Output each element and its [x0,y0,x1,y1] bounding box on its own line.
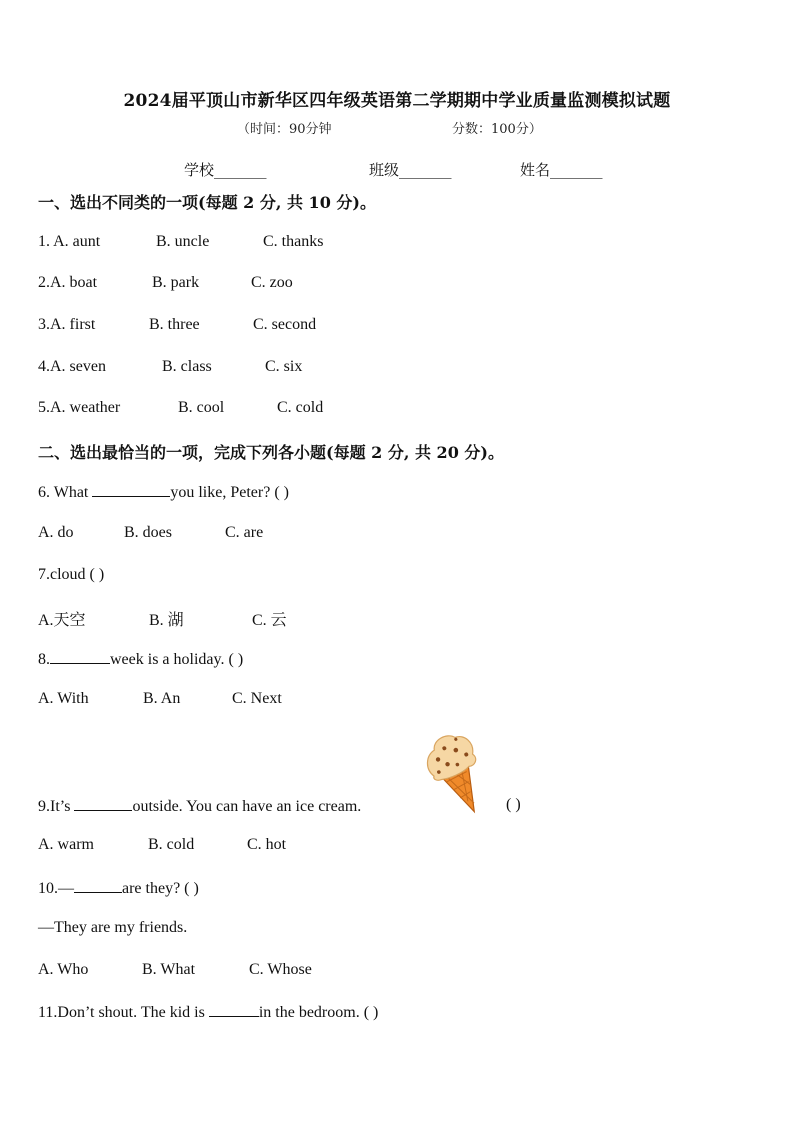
question-stem-end: in the bedroom. ( ) [258,1004,379,1021]
answer-blank[interactable] [209,1002,259,1017]
question-10 [38,878,199,898]
answer-blank[interactable] [74,878,122,893]
exam-time: （时间：90分钟 [237,122,332,137]
option-c[interactable]: C. 云 [252,612,287,629]
option-b[interactable]: B. What [142,961,196,978]
option-c[interactable]: C. zoo [251,274,293,291]
question-4 [38,358,106,376]
question-stem: 9.It’s [38,798,75,815]
answer-blank[interactable] [74,796,132,811]
question-number: 2. [38,274,50,291]
question-number: 4. [38,358,50,375]
option-a[interactable]: A.天空 [38,612,86,629]
option-b[interactable]: B. class [162,358,212,375]
option-c[interactable]: C. Whose [249,961,312,978]
question-9 [38,796,361,816]
school-field [184,159,267,180]
option-a[interactable]: A. boat [50,274,98,291]
page-title: 2024届平顶山市新华区四年级英语第二学期期中学业质量监测模拟试题 [123,91,671,111]
option-b[interactable]: B. three [149,316,200,333]
ice-cream-image [418,728,492,816]
option-b[interactable]: B. cool [178,399,225,416]
name-label: 姓名 [520,161,551,179]
option-a[interactable]: A. seven [50,358,106,375]
option-b[interactable]: B. An [143,690,181,707]
option-b[interactable]: B. 湖 [149,612,184,629]
question-stem-end: are they? ( ) [122,880,199,897]
section2-heading: 二、选出最恰当的一项，完成下列各小题(每题 2 分, 共 20 分)。 [38,443,504,462]
question-6 [38,482,289,502]
question-number: 3. [38,316,50,333]
question-5 [38,399,120,417]
name-blank[interactable]: _______ [550,161,603,179]
option-c[interactable]: C. hot [247,836,287,853]
option-a[interactable]: A. warm [38,836,94,853]
class-label: 班级 [369,161,400,179]
question-stem: 6. What [38,484,93,501]
option-b[interactable]: B. cold [148,836,195,853]
class-field [369,159,452,180]
exam-score: 分数：100分） [452,122,542,137]
option-c[interactable]: C. are [225,524,264,541]
question-stem-end: outside. You can have an ice cream. [132,798,362,815]
question-2 [38,274,97,292]
option-a[interactable]: A. aunt [53,233,101,250]
section1-heading: 一、选出不同类的一项(每题 2 分, 共 10 分)。 [38,193,376,212]
option-a[interactable]: A. first [50,316,96,333]
question-stem: 11.Don’t shout. The kid is [38,1004,209,1021]
option-c[interactable]: C. thanks [263,233,324,250]
question-8 [38,649,243,669]
question-number: 1. [38,233,54,250]
class-blank[interactable]: _______ [399,161,452,179]
question-number: 5. [38,399,50,416]
option-a[interactable]: A. With [38,690,89,707]
option-c[interactable]: C. cold [277,399,324,416]
option-c[interactable]: C. second [253,316,317,333]
option-c[interactable]: C. six [265,358,303,375]
question-stem-end: you like, Peter? ( ) [170,484,289,501]
question-7: 7.cloud ( ) [38,566,105,583]
option-b[interactable]: B. uncle [156,233,210,250]
school-label: 学校 [184,161,215,179]
option-c[interactable]: C. Next [232,690,282,707]
option-a[interactable]: A. do [38,524,74,541]
option-b[interactable]: B. does [124,524,172,541]
question-11 [38,1002,378,1022]
answer-blank[interactable] [92,482,170,497]
question-stem-end: week is a holiday. ( ) [110,651,244,668]
dialogue-answer: —They are my friends. [38,919,188,936]
question-stem: 10.— [38,880,74,897]
question-stem: 8. [38,651,50,668]
answer-blank[interactable] [50,649,110,664]
question-1 [38,233,100,251]
question-3 [38,316,95,334]
option-a[interactable]: A. weather [50,399,121,416]
option-a[interactable]: A. Who [38,961,89,978]
name-field [520,159,603,180]
option-b[interactable]: B. park [152,274,200,291]
answer-paren[interactable]: ( ) [506,796,521,813]
school-blank[interactable]: _______ [214,161,267,179]
